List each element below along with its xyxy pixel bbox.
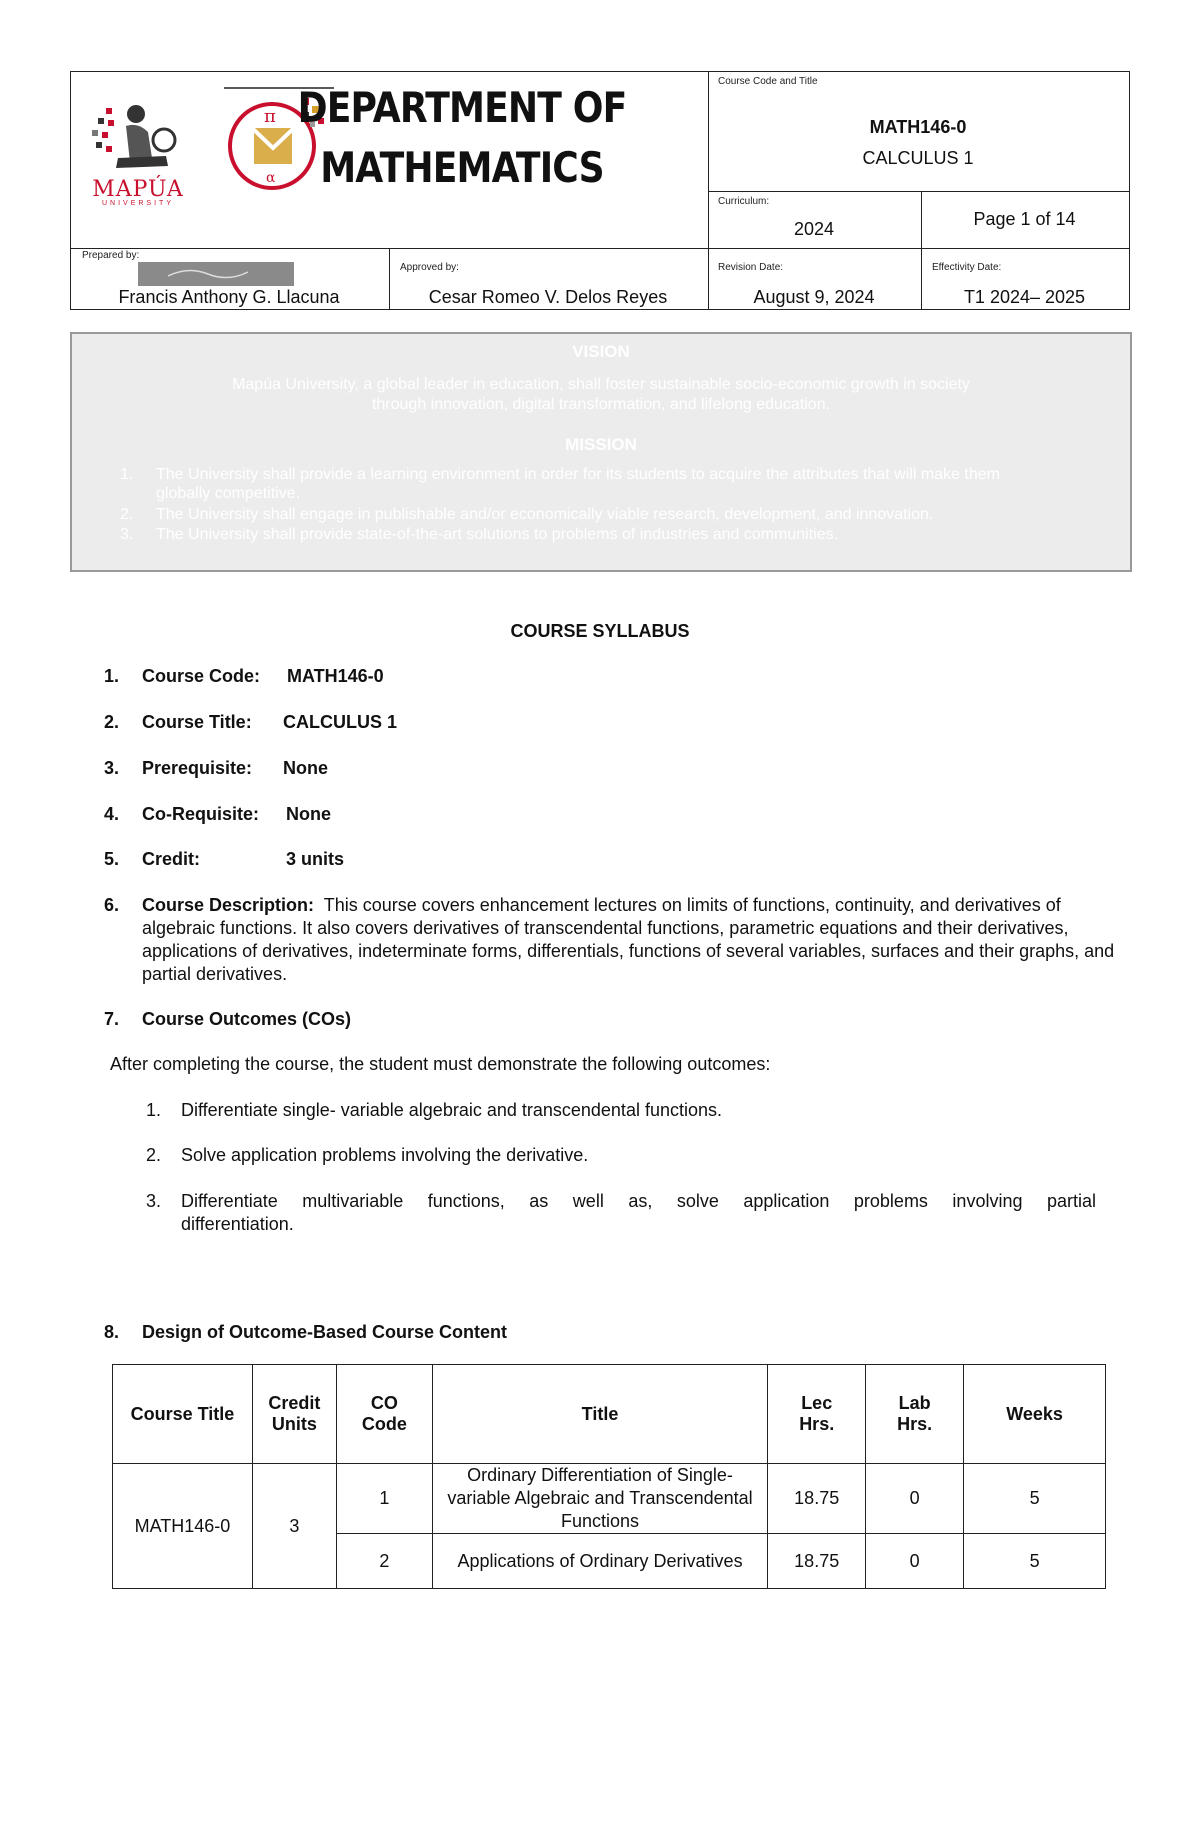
- column-header: CO Code: [336, 1365, 432, 1464]
- prepared-by-name: Francis Anthony G. Llacuna: [118, 287, 340, 307]
- signature-image: [138, 262, 294, 286]
- svg-text:α: α: [266, 170, 276, 186]
- syllabus-item-value: None: [286, 804, 331, 824]
- department-title-line1: DEPARTMENT OF: [297, 83, 627, 132]
- vision-line-2: through innovation, digital transformation, and lifelong education.: [371, 396, 831, 413]
- outcome-item-text: Differentiate single- variable algebraic and transcendental functions.: [181, 1100, 722, 1120]
- syllabus-item-value: MATH146-0: [287, 666, 384, 686]
- table-cell-lec-hrs: 18.75: [768, 1534, 866, 1589]
- vision-mission-box: [70, 332, 1132, 572]
- column-header: Lec Hrs.: [768, 1365, 866, 1464]
- syllabus-item-num: 5.: [104, 849, 120, 869]
- vision-heading: VISION: [572, 342, 630, 361]
- syllabus-item-num: 1.: [104, 666, 120, 686]
- syllabus-item-label: Course Code:: [142, 666, 261, 686]
- table-row: [113, 1464, 1106, 1534]
- syllabus-item-label: Co-Requisite:: [142, 804, 259, 824]
- table-cell-co-code: 2: [336, 1534, 432, 1589]
- vision-line-1: Mapúa University, a global leader in education, shall foster sustainable socio-economic growth in society: [232, 376, 970, 393]
- course-code-title-label: Course Code and Title: [718, 76, 818, 87]
- effectivity-date-label: Effectivity Date:: [932, 262, 1002, 273]
- design-content-num: 8.: [104, 1322, 120, 1342]
- course-description-num: 6.: [104, 895, 120, 915]
- table-cell-course-title: MATH146-0: [113, 1464, 253, 1589]
- syllabus-item-value: CALCULUS 1: [283, 712, 398, 732]
- effectivity-date-value: T1 2024– 2025: [963, 287, 1086, 307]
- table-cell-title: Ordinary Differentiation of Single-variable Algebraic and Transcendental Functions: [432, 1464, 767, 1534]
- syllabus-item-num: 3.: [104, 758, 120, 778]
- mission-item-num: 3.: [120, 526, 134, 543]
- syllabus-item-value: 3 units: [286, 849, 345, 869]
- column-header: Title: [432, 1365, 767, 1464]
- table-cell-lec-hrs: 18.75: [768, 1464, 866, 1534]
- mapua-logo-text: MAPÚA: [92, 177, 184, 202]
- syllabus-item-num: 2.: [104, 712, 120, 732]
- mission-item-line2: globally competitive.: [156, 485, 301, 502]
- course-outcomes-intro: After completing the course, the student must demonstrate the following outcomes:: [110, 1054, 771, 1074]
- table-header-row: [113, 1365, 1106, 1464]
- table-cell-credit-units: 3: [252, 1464, 336, 1589]
- header-course-code: MATH146-0: [869, 117, 967, 137]
- course-description-text: This course covers enhancement lectures on limits of functions, continuity, and derivatives of algebraic functions. It also covers derivatives of transcendental functions, parametric equations and their derivatives, applications of derivatives, indeterminate forms, differentials, functions of several variables, surfaces and their graphs, and partial derivatives.: [142, 895, 1115, 984]
- approved-by-name: Cesar Romeo V. Delos Reyes: [428, 287, 668, 307]
- table-cell-weeks: 5: [964, 1534, 1106, 1589]
- column-header: Lab Hrs.: [866, 1365, 964, 1464]
- syllabus-item-label: Credit:: [142, 849, 200, 869]
- curriculum-value: 2024: [793, 219, 835, 239]
- outcome-item-num: 2.: [146, 1145, 162, 1165]
- syllabus-item-label: Prerequisite:: [142, 758, 253, 778]
- column-header: Course Title: [113, 1365, 253, 1464]
- mission-item-num: 1.: [120, 466, 134, 483]
- column-header: Weeks: [964, 1365, 1106, 1464]
- revision-date-label: Revision Date:: [718, 262, 784, 273]
- department-title-line2: MATHEMATICS: [320, 143, 604, 192]
- table-cell-weeks: 5: [964, 1464, 1106, 1534]
- mission-item-line1: The University shall provide a learning environment in order for its students to acquire the attributes that will make them: [156, 466, 1000, 483]
- syllabus-item-num: 4.: [104, 804, 120, 824]
- mission-heading: MISSION: [565, 435, 637, 454]
- course-description-label: Course Description:: [142, 895, 315, 915]
- approved-by-label: Approved by:: [400, 262, 459, 273]
- table-cell-co-code: 1: [336, 1464, 432, 1534]
- curriculum-label: Curriculum:: [718, 196, 770, 207]
- revision-date-value: August 9, 2024: [753, 287, 875, 307]
- syllabus-title: COURSE SYLLABUS: [510, 621, 690, 641]
- header-course-title: CALCULUS 1: [862, 148, 974, 168]
- table-cell-title: Applications of Ordinary Derivatives: [432, 1534, 767, 1589]
- mission-item-num: 2.: [120, 506, 134, 523]
- mission-item-line1: The University shall provide state-of-the-art solutions to problems of industries and communities.: [156, 526, 839, 543]
- table-cell-lab-hrs: 0: [866, 1464, 964, 1534]
- outcome-item-num: 3.: [146, 1191, 162, 1211]
- prepared-by-label: Prepared by:: [82, 250, 140, 261]
- syllabus-item-label: Course Title:: [142, 712, 252, 732]
- course-outcomes-heading: Course Outcomes (COs): [142, 1009, 352, 1029]
- course-content-table: [112, 1364, 1106, 1589]
- page-info: Page 1 of 14: [973, 209, 1076, 229]
- outcome-item-text: Differentiate multivariable functions, as well as, solve application problems involving partial differentiation.: [181, 1191, 1096, 1234]
- course-outcomes-num: 7.: [104, 1009, 120, 1029]
- design-content-heading: Design of Outcome-Based Course Content: [142, 1322, 508, 1342]
- svg-text:π: π: [264, 106, 276, 127]
- outcome-item-num: 1.: [146, 1100, 162, 1120]
- mission-item-line1: The University shall engage in publishable and/or economically viable research, development, and innovation.: [156, 506, 934, 523]
- department-title: [290, 78, 634, 198]
- column-header: Credit Units: [252, 1365, 336, 1464]
- outcome-item-text: Solve application problems involving the derivative.: [181, 1145, 589, 1165]
- table-cell-lab-hrs: 0: [866, 1534, 964, 1589]
- syllabus-item-value: None: [283, 758, 328, 778]
- mapua-logo-subtext: UNIVERSITY: [101, 200, 174, 207]
- course-description: [142, 894, 1126, 986]
